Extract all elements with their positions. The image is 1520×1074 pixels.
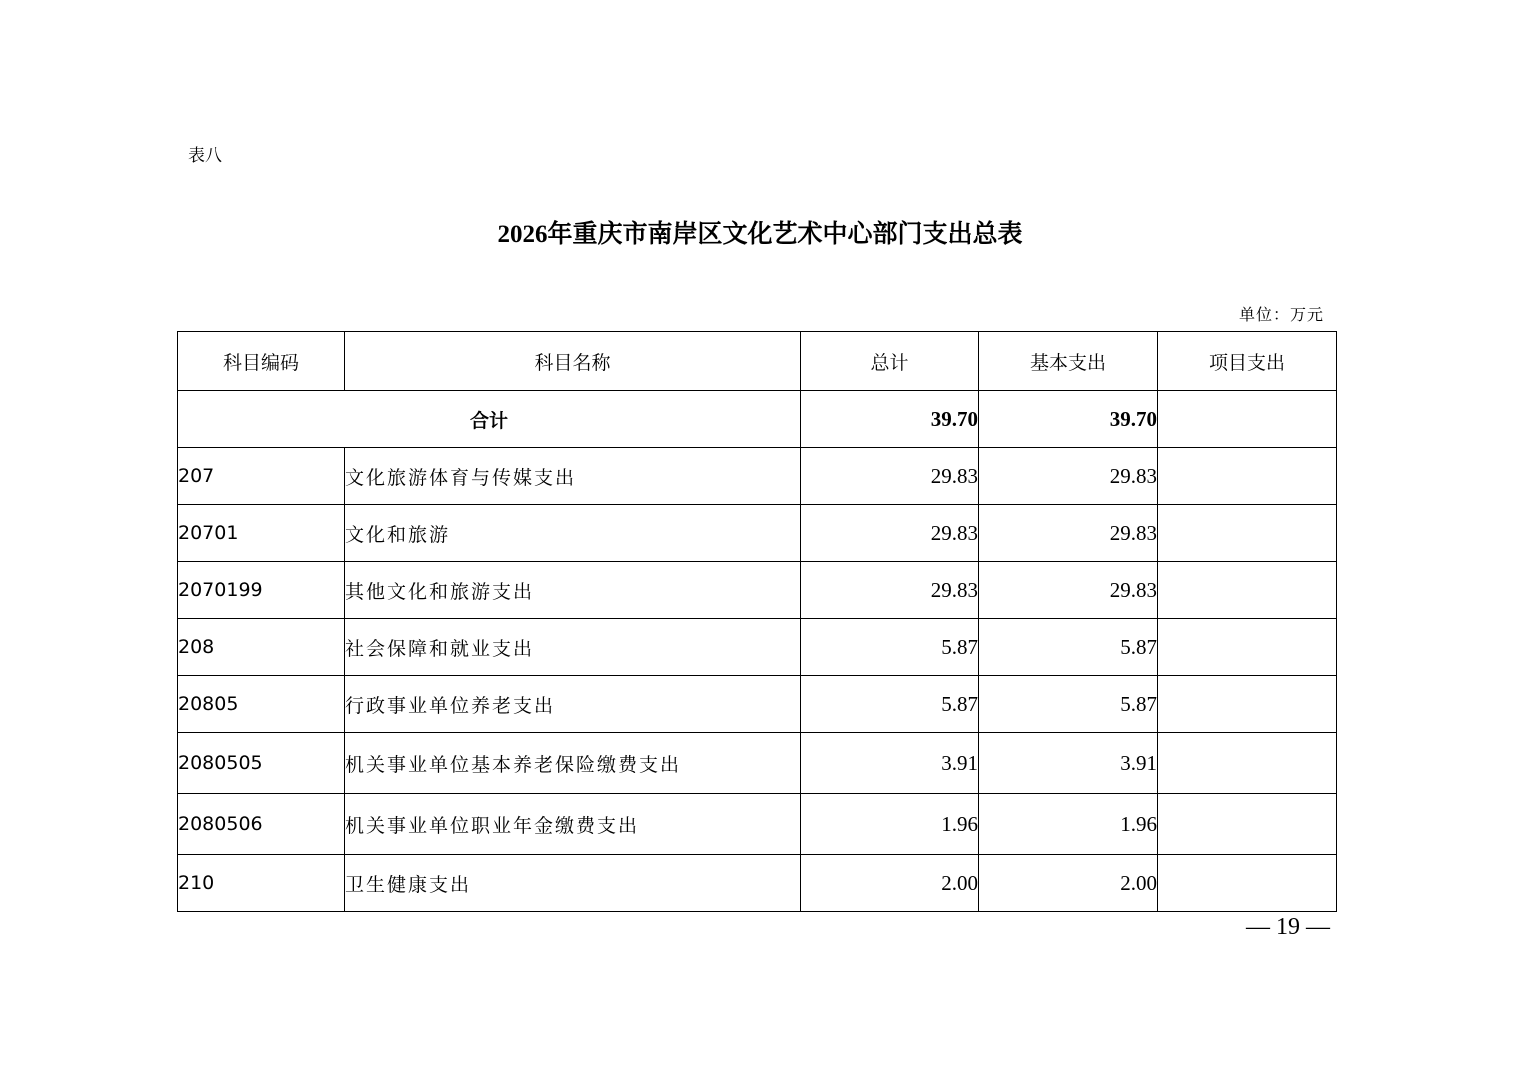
table-row <box>178 619 1337 676</box>
row-project <box>1158 733 1337 794</box>
total-cell-project <box>1158 391 1337 448</box>
expense-table <box>177 331 1337 912</box>
row-project <box>1158 855 1337 912</box>
row-total: 1.96 <box>801 794 979 855</box>
row-project <box>1158 505 1337 562</box>
row-total: 3.91 <box>801 733 979 794</box>
row-total: 2.00 <box>801 855 979 912</box>
row-name: 机关事业单位职业年金缴费支出 <box>345 794 801 855</box>
row-basic: 2.00 <box>979 855 1158 912</box>
row-project <box>1158 448 1337 505</box>
header-name: 科目名称 <box>345 332 801 391</box>
page-number: — 19 — <box>1246 914 1330 940</box>
row-name: 其他文化和旅游支出 <box>345 562 801 619</box>
row-total: 5.87 <box>801 676 979 733</box>
row-name: 行政事业单位养老支出 <box>345 676 801 733</box>
row-project <box>1158 562 1337 619</box>
row-basic: 1.96 <box>979 794 1158 855</box>
header-row <box>178 332 1337 391</box>
row-name: 卫生健康支出 <box>345 855 801 912</box>
row-basic: 29.83 <box>979 448 1158 505</box>
total-cell-basic: 39.70 <box>979 391 1158 448</box>
row-code: 2080506 <box>178 794 345 855</box>
page-title: 2026年重庆市南岸区文化艺术中心部门支出总表 <box>497 221 1023 248</box>
row-project <box>1158 794 1337 855</box>
row-code: 210 <box>178 855 345 912</box>
row-name: 机关事业单位基本养老保险缴费支出 <box>345 733 801 794</box>
row-code: 20805 <box>178 676 345 733</box>
row-name: 文化和旅游 <box>345 505 801 562</box>
header-project: 项目支出 <box>1158 332 1337 391</box>
row-basic: 5.87 <box>979 619 1158 676</box>
row-project <box>1158 676 1337 733</box>
table-label: 表八 <box>188 146 222 166</box>
table-row <box>178 505 1337 562</box>
header-total: 总计 <box>801 332 979 391</box>
unit-label: 单位：万元 <box>1238 305 1324 324</box>
table-row <box>178 855 1337 912</box>
total-row <box>178 391 1337 448</box>
row-code: 2080505 <box>178 733 345 794</box>
table-row <box>178 733 1337 794</box>
total-cell-total: 39.70 <box>801 391 979 448</box>
row-code: 207 <box>178 448 345 505</box>
table-row <box>178 448 1337 505</box>
row-total: 5.87 <box>801 619 979 676</box>
table-row <box>178 794 1337 855</box>
row-code: 208 <box>178 619 345 676</box>
row-total: 29.83 <box>801 448 979 505</box>
row-project <box>1158 619 1337 676</box>
row-basic: 3.91 <box>979 733 1158 794</box>
table-row <box>178 562 1337 619</box>
row-code: 20701 <box>178 505 345 562</box>
row-name: 社会保障和就业支出 <box>345 619 801 676</box>
row-code: 2070199 <box>178 562 345 619</box>
row-name: 文化旅游体育与传媒支出 <box>345 448 801 505</box>
total-label: 合计 <box>178 391 801 448</box>
row-basic: 5.87 <box>979 676 1158 733</box>
row-basic: 29.83 <box>979 505 1158 562</box>
header-code: 科目编码 <box>178 332 345 391</box>
header-basic: 基本支出 <box>979 332 1158 391</box>
row-basic: 29.83 <box>979 562 1158 619</box>
row-total: 29.83 <box>801 505 979 562</box>
table-row <box>178 676 1337 733</box>
row-total: 29.83 <box>801 562 979 619</box>
